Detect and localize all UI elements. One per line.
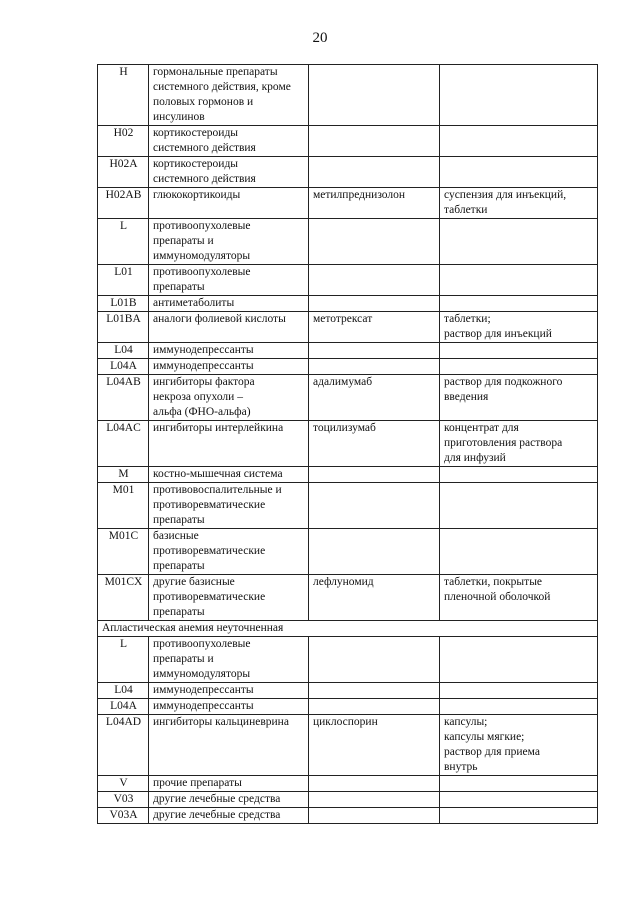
cell-group: гормональные препараты системного действия, кроме половых гормонов и инсулинов	[149, 65, 309, 126]
cell-form	[440, 792, 598, 808]
table-row	[98, 312, 598, 343]
cell-group: ингибиторы кальциневрина	[149, 715, 309, 776]
cell-form	[440, 776, 598, 792]
cell-drug	[309, 808, 440, 824]
cell-drug	[309, 529, 440, 575]
cell-drug: тоцилизумаб	[309, 421, 440, 467]
cell-group: костно-мышечная система	[149, 467, 309, 483]
cell-drug	[309, 296, 440, 312]
cell-code: M01	[98, 483, 149, 529]
cell-group: иммунодепрессанты	[149, 699, 309, 715]
cell-group: другие базисные противоревматические препараты	[149, 575, 309, 621]
cell-group: другие лечебные средства	[149, 808, 309, 824]
cell-code: L	[98, 219, 149, 265]
cell-group: ингибиторы фактора некроза опухоли – альфа (ФНО-альфа)	[149, 375, 309, 421]
cell-group: кортикостероиды системного действия	[149, 157, 309, 188]
cell-code: L01B	[98, 296, 149, 312]
table-row	[98, 808, 598, 824]
cell-group: иммунодепрессанты	[149, 683, 309, 699]
cell-code: L	[98, 637, 149, 683]
cell-group: аналоги фолиевой кислоты	[149, 312, 309, 343]
cell-code: L04AC	[98, 421, 149, 467]
cell-group: противоопухолевые препараты	[149, 265, 309, 296]
cell-form	[440, 126, 598, 157]
table-row	[98, 126, 598, 157]
cell-drug	[309, 126, 440, 157]
cell-form	[440, 637, 598, 683]
table-row	[98, 683, 598, 699]
cell-drug: лефлуномид	[309, 575, 440, 621]
table-row	[98, 483, 598, 529]
cell-drug	[309, 699, 440, 715]
table-row	[98, 157, 598, 188]
cell-code: L01	[98, 265, 149, 296]
table-row	[98, 792, 598, 808]
cell-code: L04AD	[98, 715, 149, 776]
cell-group: кортикостероиды системного действия	[149, 126, 309, 157]
cell-group: противоопухолевые препараты и иммуномодуляторы	[149, 219, 309, 265]
table-row	[98, 421, 598, 467]
cell-group: антиметаболиты	[149, 296, 309, 312]
cell-drug	[309, 483, 440, 529]
table-row	[98, 188, 598, 219]
table-row	[98, 219, 598, 265]
cell-group: прочие препараты	[149, 776, 309, 792]
cell-code: L04A	[98, 699, 149, 715]
cell-drug: метилпреднизолон	[309, 188, 440, 219]
cell-form	[440, 157, 598, 188]
cell-form	[440, 343, 598, 359]
cell-code: L04A	[98, 359, 149, 375]
cell-code: H02	[98, 126, 149, 157]
cell-form: концентрат для приготовления раствора для инфузий	[440, 421, 598, 467]
cell-form: суспензия для инъекций, таблетки	[440, 188, 598, 219]
table-row	[98, 776, 598, 792]
cell-group: противоопухолевые препараты и иммуномодуляторы	[149, 637, 309, 683]
cell-group: ингибиторы интерлейкина	[149, 421, 309, 467]
cell-code: M01C	[98, 529, 149, 575]
cell-drug	[309, 792, 440, 808]
cell-drug: метотрексат	[309, 312, 440, 343]
cell-form: раствор для подкожного введения	[440, 375, 598, 421]
table-row	[98, 375, 598, 421]
cell-code: V03A	[98, 808, 149, 824]
table-row	[98, 637, 598, 683]
table-row	[98, 699, 598, 715]
cell-drug	[309, 467, 440, 483]
cell-code: H02A	[98, 157, 149, 188]
cell-group: базисные противоревматические препараты	[149, 529, 309, 575]
table-row	[98, 467, 598, 483]
section-row	[98, 621, 598, 637]
cell-form	[440, 483, 598, 529]
cell-code: L01BA	[98, 312, 149, 343]
cell-drug: циклоспорин	[309, 715, 440, 776]
cell-form	[440, 808, 598, 824]
cell-drug	[309, 65, 440, 126]
table-row	[98, 359, 598, 375]
cell-drug	[309, 637, 440, 683]
cell-form: капсулы; капсулы мягкие; раствор для приема внутрь	[440, 715, 598, 776]
table-row	[98, 265, 598, 296]
page-number: 20	[312, 30, 328, 46]
cell-form: таблетки, покрытые пленочной оболочкой	[440, 575, 598, 621]
cell-group: другие лечебные средства	[149, 792, 309, 808]
table-row	[98, 296, 598, 312]
cell-code: V	[98, 776, 149, 792]
cell-code: M	[98, 467, 149, 483]
cell-form	[440, 359, 598, 375]
cell-form	[440, 467, 598, 483]
cell-group: противовоспалительные и противоревматические препараты	[149, 483, 309, 529]
table-row	[98, 715, 598, 776]
cell-code: H	[98, 65, 149, 126]
table-row	[98, 529, 598, 575]
cell-drug	[309, 219, 440, 265]
drug-table	[97, 64, 598, 824]
cell-group: глюкокортикоиды	[149, 188, 309, 219]
cell-code: L04AB	[98, 375, 149, 421]
cell-drug	[309, 359, 440, 375]
section-title: Апластическая анемия неуточненная	[98, 621, 598, 637]
cell-form	[440, 296, 598, 312]
cell-code: V03	[98, 792, 149, 808]
cell-form	[440, 699, 598, 715]
cell-drug	[309, 683, 440, 699]
cell-form	[440, 65, 598, 126]
cell-drug	[309, 776, 440, 792]
table-row	[98, 343, 598, 359]
cell-code: L04	[98, 343, 149, 359]
cell-form	[440, 683, 598, 699]
cell-code: H02AB	[98, 188, 149, 219]
cell-drug	[309, 265, 440, 296]
cell-form: таблетки; раствор для инъекций	[440, 312, 598, 343]
table-row	[98, 65, 598, 126]
cell-form	[440, 265, 598, 296]
table-row	[98, 575, 598, 621]
cell-group: иммунодепрессанты	[149, 359, 309, 375]
cell-code: L04	[98, 683, 149, 699]
cell-drug	[309, 343, 440, 359]
cell-drug: адалимумаб	[309, 375, 440, 421]
cell-group: иммунодепрессанты	[149, 343, 309, 359]
cell-code: M01CX	[98, 575, 149, 621]
cell-form	[440, 219, 598, 265]
cell-form	[440, 529, 598, 575]
cell-drug	[309, 157, 440, 188]
